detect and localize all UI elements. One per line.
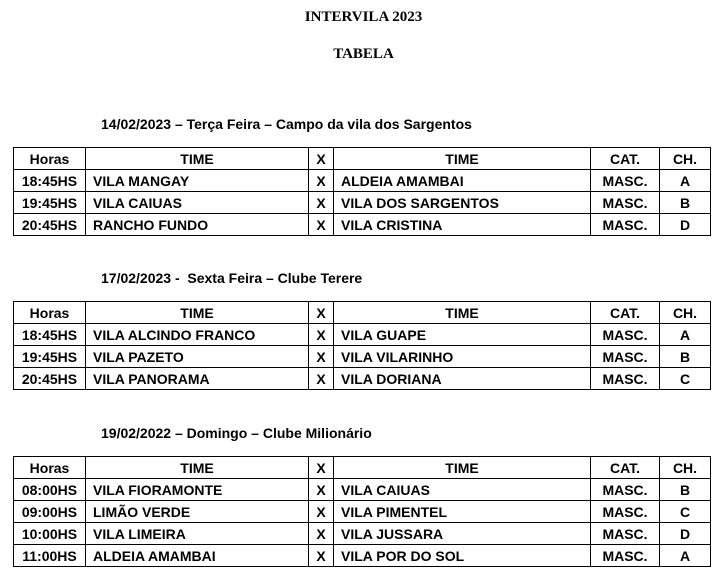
cell-ch: A (660, 545, 711, 567)
cell-x: X (309, 170, 334, 192)
cell-hora: 18:45HS (14, 170, 86, 192)
cell-team-away: VILA PIMENTEL (334, 501, 591, 523)
cell-cat: MASC. (591, 192, 660, 214)
schedule-table (13, 301, 711, 390)
cell-hora: 09:00HS (14, 501, 86, 523)
section-heading: 19/02/2022 – Domingo – Clube Milionário (101, 425, 372, 441)
header-ch: CH. (660, 302, 711, 324)
cell-x: X (309, 346, 334, 368)
cell-team-home: VILA PAZETO (86, 346, 309, 368)
cell-team-home: LIMÃO VERDE (86, 501, 309, 523)
table-row (14, 192, 711, 214)
header-cat: CAT. (591, 457, 660, 479)
cell-team-home: VILA FIORAMONTE (86, 479, 309, 501)
cell-hora: 20:45HS (14, 214, 86, 236)
section-heading: 17/02/2023 - Sexta Feira – Clube Terere (101, 270, 363, 286)
header-time-away: TIME (334, 302, 591, 324)
cell-x: X (309, 192, 334, 214)
table-row (14, 479, 711, 501)
header-time-home: TIME (86, 302, 309, 324)
cell-x: X (309, 324, 334, 346)
header-x: X (309, 457, 334, 479)
cell-cat: MASC. (591, 324, 660, 346)
cell-ch: B (660, 192, 711, 214)
cell-x: X (309, 479, 334, 501)
cell-ch: D (660, 214, 711, 236)
cell-team-away: VILA DORIANA (334, 368, 591, 390)
cell-hora: 20:45HS (14, 368, 86, 390)
cell-ch: B (660, 479, 711, 501)
cell-team-away: ALDEIA AMAMBAI (334, 170, 591, 192)
cell-hora: 11:00HS (14, 545, 86, 567)
cell-team-away: VILA CRISTINA (334, 214, 591, 236)
cell-team-home: VILA MANGAY (86, 170, 309, 192)
header-time-away: TIME (334, 148, 591, 170)
cell-x: X (309, 501, 334, 523)
cell-team-away: VILA POR DO SOL (334, 545, 591, 567)
cell-cat: MASC. (591, 479, 660, 501)
cell-hora: 19:45HS (14, 346, 86, 368)
cell-cat: MASC. (591, 214, 660, 236)
cell-ch: C (660, 501, 711, 523)
header-x: X (309, 302, 334, 324)
table-header-row (14, 302, 711, 324)
header-x: X (309, 148, 334, 170)
cell-team-away: VILA VILARINHO (334, 346, 591, 368)
cell-cat: MASC. (591, 523, 660, 545)
cell-cat: MASC. (591, 501, 660, 523)
cell-hora: 08:00HS (14, 479, 86, 501)
cell-hora: 10:00HS (14, 523, 86, 545)
cell-team-away: VILA GUAPE (334, 324, 591, 346)
document-title: INTERVILA 2023 (304, 9, 423, 25)
cell-cat: MASC. (591, 170, 660, 192)
section-heading: 14/02/2023 – Terça Feira – Campo da vila dos Sargentos (101, 116, 472, 132)
table-row (14, 324, 711, 346)
header-horas: Horas (14, 148, 86, 170)
table-row (14, 214, 711, 236)
cell-team-home: VILA PANORAMA (86, 368, 309, 390)
cell-team-home: VILA ALCINDO FRANCO (86, 324, 309, 346)
document-subtitle: TABELA (333, 46, 394, 62)
table-header-row (14, 457, 711, 479)
header-time-away: TIME (334, 457, 591, 479)
cell-ch: B (660, 346, 711, 368)
header-time-home: TIME (86, 148, 309, 170)
cell-cat: MASC. (591, 545, 660, 567)
cell-x: X (309, 523, 334, 545)
cell-team-home: RANCHO FUNDO (86, 214, 309, 236)
cell-x: X (309, 368, 334, 390)
cell-team-away: VILA CAIUAS (334, 479, 591, 501)
cell-cat: MASC. (591, 346, 660, 368)
cell-ch: A (660, 170, 711, 192)
cell-x: X (309, 545, 334, 567)
header-ch: CH. (660, 457, 711, 479)
table-row (14, 170, 711, 192)
cell-team-home: VILA LIMEIRA (86, 523, 309, 545)
cell-team-away: VILA DOS SARGENTOS (334, 192, 591, 214)
cell-team-home: VILA CAIUAS (86, 192, 309, 214)
header-ch: CH. (660, 148, 711, 170)
cell-cat: MASC. (591, 368, 660, 390)
cell-hora: 18:45HS (14, 324, 86, 346)
cell-hora: 19:45HS (14, 192, 86, 214)
table-row (14, 501, 711, 523)
cell-ch: C (660, 368, 711, 390)
table-row (14, 523, 711, 545)
cell-team-away: VILA JUSSARA (334, 523, 591, 545)
table-header-row (14, 148, 711, 170)
header-cat: CAT. (591, 302, 660, 324)
schedule-table (13, 456, 711, 567)
cell-ch: D (660, 523, 711, 545)
header-horas: Horas (14, 302, 86, 324)
table-row (14, 346, 711, 368)
header-cat: CAT. (591, 148, 660, 170)
header-horas: Horas (14, 457, 86, 479)
cell-x: X (309, 214, 334, 236)
table-row (14, 368, 711, 390)
table-row (14, 545, 711, 567)
cell-team-home: ALDEIA AMAMBAI (86, 545, 309, 567)
header-time-home: TIME (86, 457, 309, 479)
schedule-table (13, 147, 711, 236)
cell-ch: A (660, 324, 711, 346)
